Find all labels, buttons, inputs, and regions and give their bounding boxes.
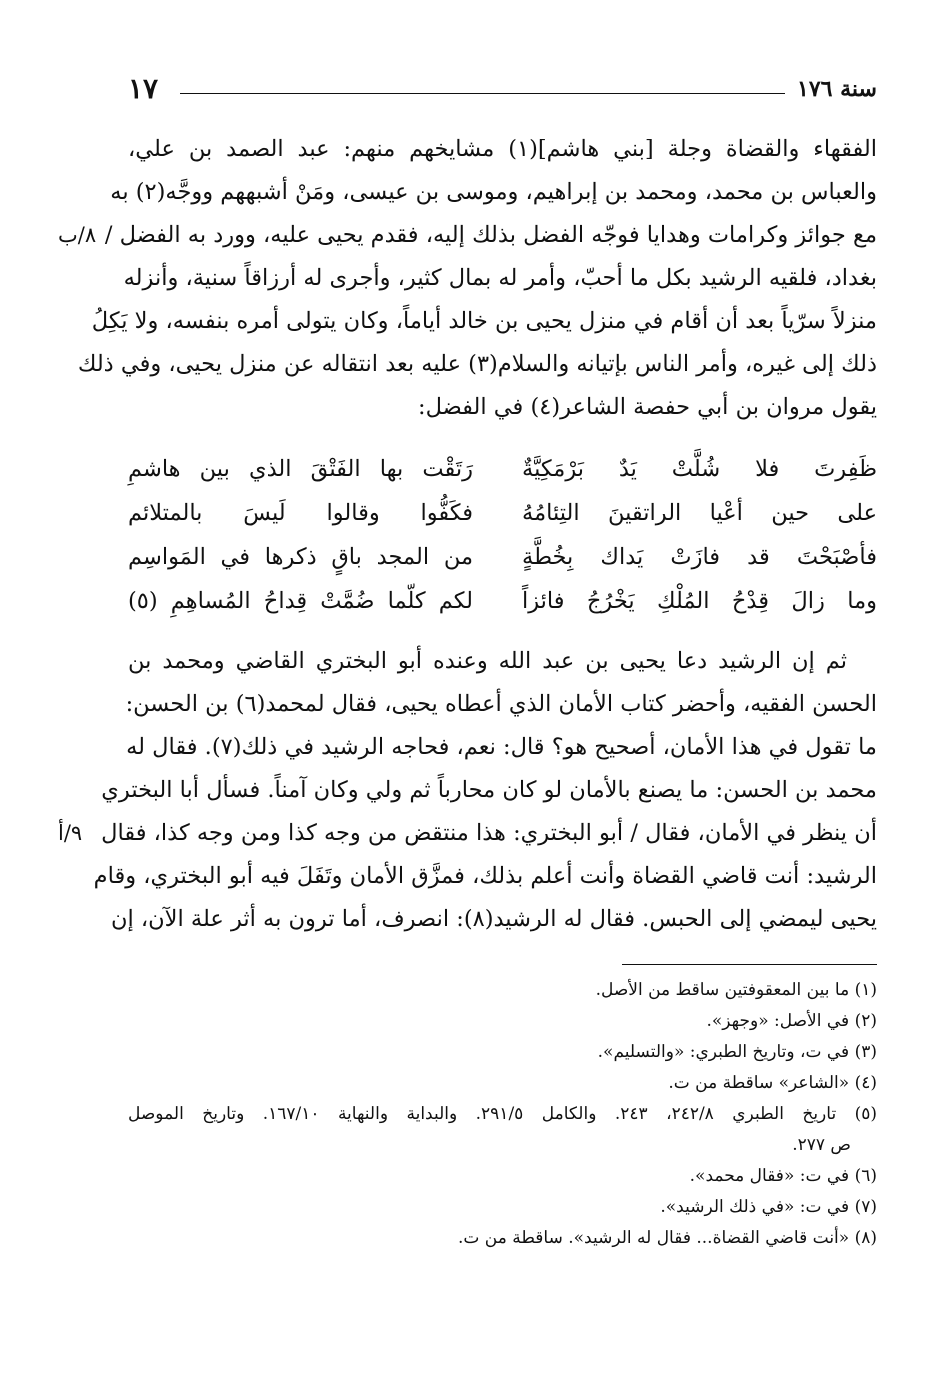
text-line: منزلاً سرّياً بعد أن أقام في منزل يحيى بن خالد أياماً، وكان يتولى أمره بنفسه، ولا يَكِلُ xyxy=(91,308,877,334)
margin-folio-note: ٨/ب xyxy=(58,223,97,247)
verse-first-hemistich: على حين أعْيا الراتقينَ التِئامُهُ xyxy=(522,500,877,526)
footnote: (٥) تاريخ الطبري ٢٤٢/٨، ٢٤٣. والكامل ٢٩١/٥. والبداية والنهاية ١٦٧/١٠. وتاريخ الموصل xyxy=(128,1104,878,1124)
text-line: يحيى ليمضي إلى الحبس. فقال له الرشيد(٨): انصرف، أما ترون به أثر علة الآن، إن xyxy=(110,906,877,932)
footnote: (٣) في ت، وتاريخ الطبري: «والتسليم». xyxy=(597,1042,877,1062)
page-header xyxy=(128,72,877,108)
year-heading: سنة ١٧٦ xyxy=(797,76,877,102)
verse-second-hemistich: فكَفُّوا وقالوا لَيسَ بالمتلائم xyxy=(128,500,473,526)
footnote-separator xyxy=(622,964,877,965)
footnote: (٦) في ت: «فقال محمد». xyxy=(689,1166,877,1186)
text-line: يقول مروان بن أبي حفصة الشاعر(٤) في الفضل: xyxy=(418,394,877,420)
verse-first-hemistich: ظَفِرتَ فلا شُلَّتْ يَدٌ بَرْمَكِيَّةٌ xyxy=(522,456,877,482)
text-line: ثم إن الرشيد دعا يحيى بن عبد الله وعنده أبو البختري القاضي ومحمد بن xyxy=(128,648,847,674)
margin-folio-note: ٩/أ xyxy=(58,821,83,845)
page-number: ١٧ xyxy=(128,72,159,105)
verse-second-hemistich: رَتَقْت بها الفَتْقَ الذي بين هاشمِ xyxy=(128,456,473,482)
verse-line xyxy=(128,535,877,579)
main-text-part1 xyxy=(58,128,877,429)
text-line: الحسن الفقيه، وأحضر كتاب الأمان الذي أعطاه يحيى، فقال لمحمد(٦) بن الحسن: xyxy=(125,691,877,717)
text-line: الفقهاء والقضاة وجلة [بني هاشم](١) مشايخهم منهم: عبد الصمد بن علي، xyxy=(128,136,877,162)
footnote: (٢) في الأصل: «وجهز». xyxy=(706,1011,877,1031)
verse-first-hemistich: وما زالَ قِدْحُ المُلْكِ يَخْرُجُ فائزاً xyxy=(522,588,877,614)
footnote: (٨) «أنت قاضي القضاة... فقال له الرشيد». ساقطة من ت. xyxy=(457,1228,877,1248)
text-line-content: مع جوائز وكرامات وهدايا فوجّه الفضل بذلك إليه، فقدم يحيى عليه، وورد به الفضل / xyxy=(104,222,877,248)
verse-second-hemistich: من المجد باقٍ ذكرها في المَواسِم xyxy=(128,544,473,570)
text-line: الرشيد: أنت قاضي القضاة وأنت أعلم بذلك، فمزَّق الأمان وتَفَلَ فيه أبو البختري، وقام xyxy=(93,863,877,889)
text-line: ما تقول في هذا الأمان، أصحيح هو؟ قال: نعم، فحاجه الرشيد في ذلك(٧). فقال له xyxy=(126,734,877,760)
text-line xyxy=(58,214,877,257)
footnotes xyxy=(128,975,877,1254)
footnote-continuation: ص ٢٧٧. xyxy=(792,1135,851,1155)
header-rule xyxy=(180,93,785,94)
footnote: (٤) «الشاعر» ساقطة من ت. xyxy=(668,1073,877,1093)
text-line: والعباس بن محمد، ومحمد بن إبراهيم، وموسى بن عيسى، ومَنْ أشبههم ووجَّه(٢) به xyxy=(110,179,877,205)
verse-second-hemistich: لكم كلّما ضُمَّتْ قِداحُ المُساهِمِ (٥) xyxy=(128,588,473,614)
verse-first-hemistich: فأصْبَحْتَ قد فازَتْ يَداك بِخُطَّةٍ xyxy=(522,544,877,570)
text-line xyxy=(58,812,877,855)
verse-line xyxy=(128,491,877,535)
main-text-part2 xyxy=(58,640,877,941)
text-line: محمد بن الحسن: ما يصنع بالأمان لو كان محارباً ثم ولي وكان آمناً. فسأل أبا البختري xyxy=(101,777,877,803)
footnote: (١) ما بين المعقوفتين ساقط من الأصل. xyxy=(595,980,877,1000)
verse-line xyxy=(128,579,877,623)
text-line: بغداد، فلقيه الرشيد بكل ما أحبّ، وأمر له بمال كثير، وأجرى له أرزاقاً سنية، وأنزله xyxy=(123,265,877,291)
poem xyxy=(128,447,877,623)
footnote: (٧) في ت: «في ذلك الرشيد». xyxy=(660,1197,877,1217)
text-line: ذلك إلى غيره، وأمر الناس بإتيانه والسلام(٣) عليه بعد انتقاله عن منزل يحيى، وفي ذلك xyxy=(77,351,877,377)
verse-line xyxy=(128,447,877,491)
text-line-content: أن ينظر في الأمان، فقال / أبو البختري: هذا منتقض من وجه كذا ومن وجه كذا، فقال xyxy=(101,820,877,846)
